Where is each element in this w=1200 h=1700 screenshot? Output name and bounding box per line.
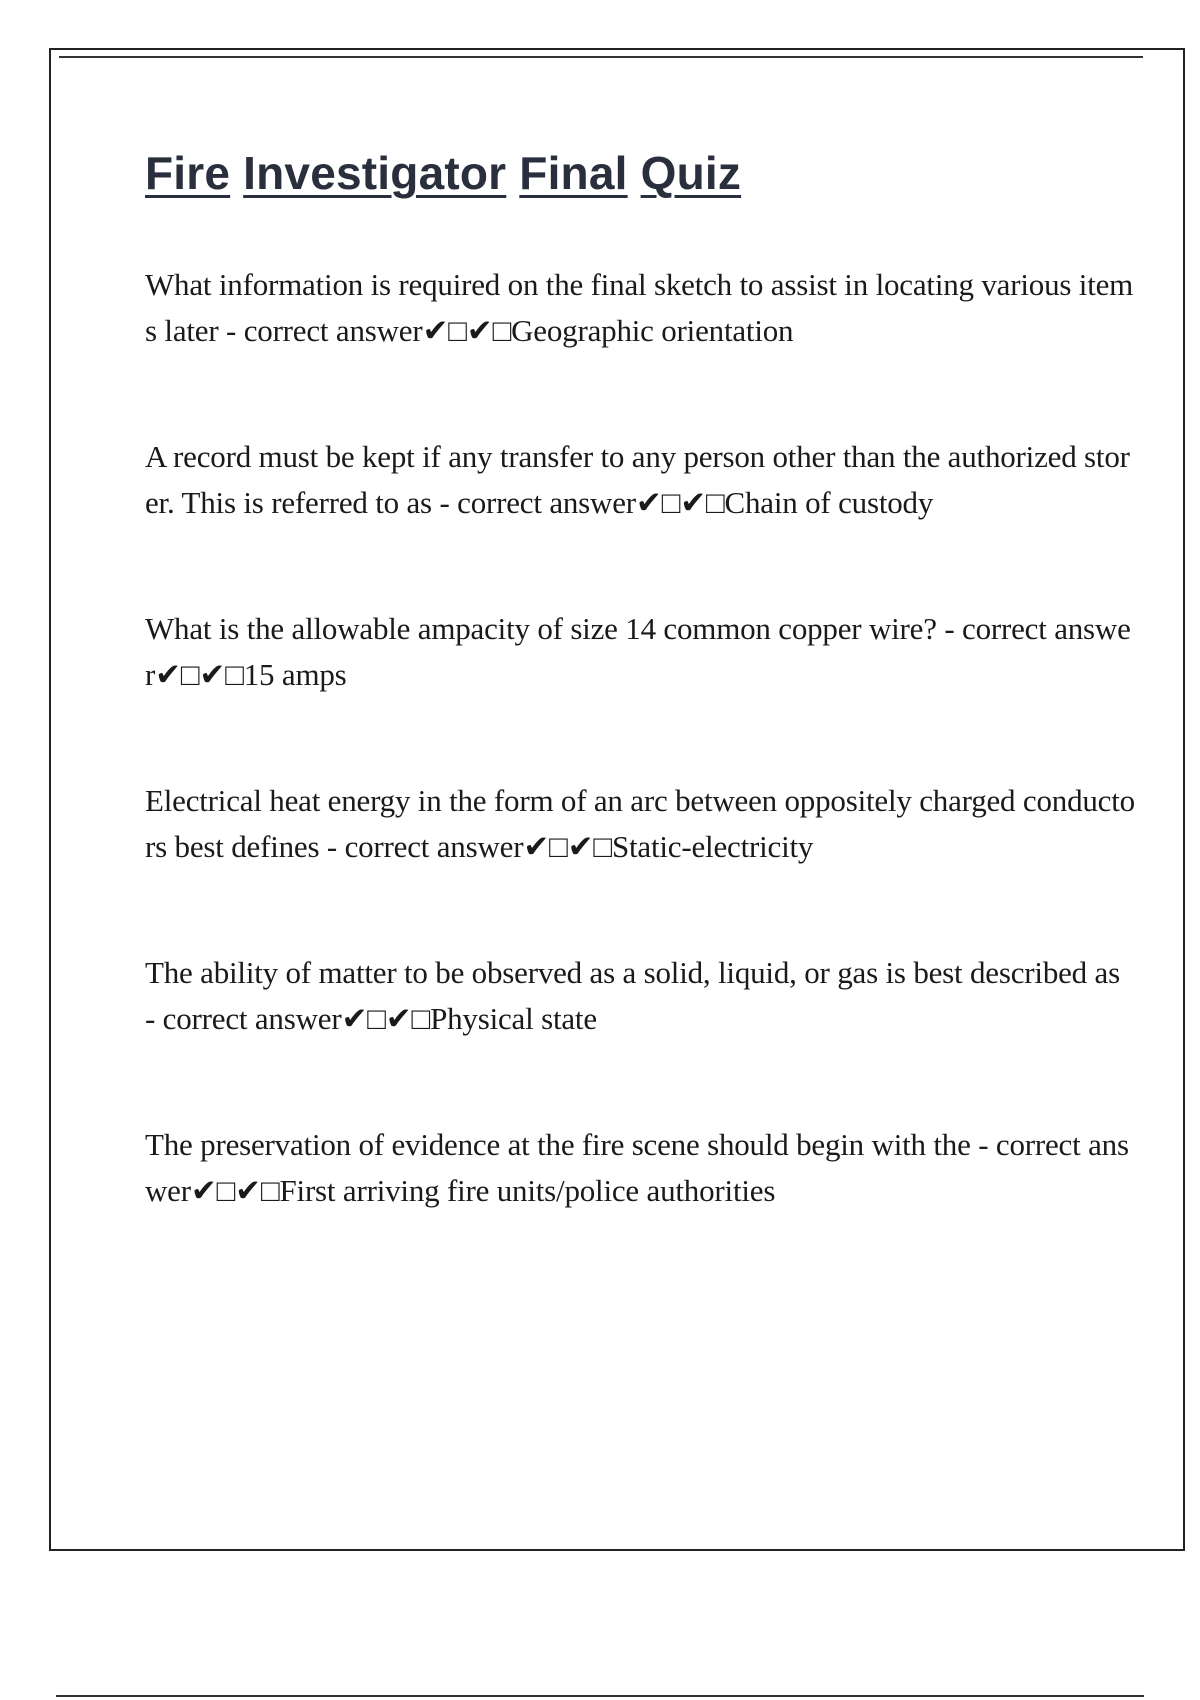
answer-text: Geographic orientation (511, 313, 794, 348)
checkmark-icon: ✔□✔□ (422, 313, 512, 348)
answer-text: First arriving fire units/police authorities (279, 1173, 776, 1208)
answer-text: Physical state (430, 1001, 597, 1036)
title-word: Final (519, 147, 628, 199)
checkmark-icon: ✔□✔□ (190, 1173, 280, 1208)
answer-text: Static-electricity (611, 829, 814, 864)
answer-text: Chain of custody (724, 485, 934, 520)
checkmark-icon: ✔□✔□ (341, 1001, 431, 1036)
top-rule (59, 56, 1143, 58)
question-text: What information is required on the final sketch to assist in locating various items later - correct answer (145, 267, 1134, 348)
question-item-1 (145, 262, 1135, 354)
bottom-rule (56, 1695, 1144, 1697)
checkmark-icon: ✔□✔□ (635, 485, 725, 520)
title-word: Fire (145, 147, 231, 199)
question-item-2 (145, 434, 1135, 526)
question-item-3 (145, 606, 1135, 698)
question-item-4 (145, 778, 1135, 870)
question-text: Electrical heat energy in the form of an arc between oppositely charged conductors best defines - correct answer (145, 783, 1135, 864)
question-text: What is the allowable ampacity of size 14 common copper wire? - correct answer (145, 611, 1131, 692)
checkmark-icon: ✔□✔□ (523, 829, 612, 864)
question-text: The preservation of evidence at the fire scene should begin with the - correct answer (145, 1127, 1129, 1208)
page-title (145, 146, 741, 200)
title-word: Investigator (243, 147, 507, 199)
answer-text: 15 amps (243, 657, 347, 692)
question-list (145, 262, 1135, 1294)
question-text: A record must be kept if any transfer to any person other than the authorized storer. This is referred to as - correct answer (145, 439, 1130, 520)
title-word: Quiz (640, 147, 742, 199)
question-text: The ability of matter to be observed as a solid, liquid, or gas is best described as - correct answer (145, 955, 1120, 1036)
checkmark-icon: ✔□✔□ (155, 657, 244, 692)
page-border (49, 48, 1185, 1551)
question-item-5 (145, 950, 1135, 1042)
question-item-6 (145, 1122, 1135, 1214)
